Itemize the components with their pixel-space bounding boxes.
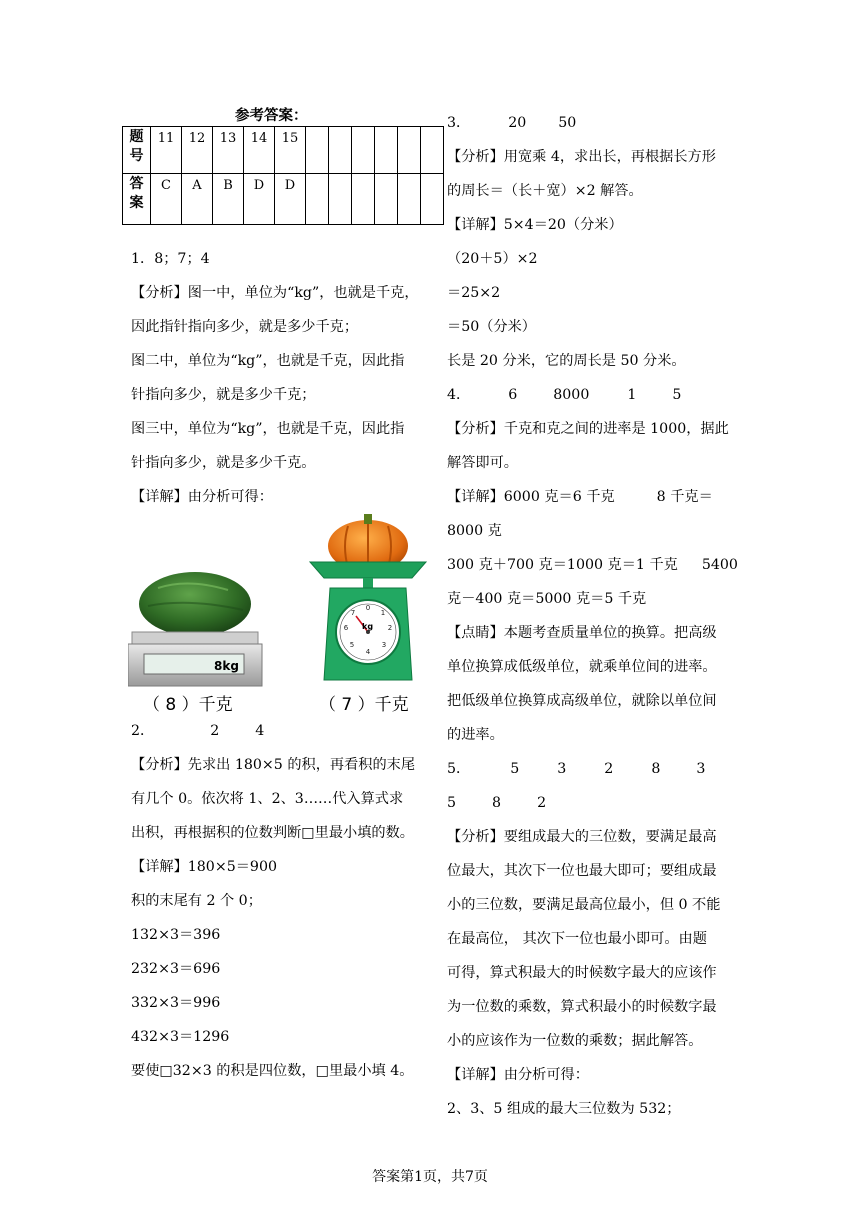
q1-analysis-line: 图三中，单位为“kg”，也就是千克，因此指 <box>131 421 405 437</box>
q4-detail-part: 【详解】6000 克＝6 千克 <box>447 489 615 505</box>
q3-detail-line: ＝25×2 <box>447 285 501 301</box>
empty-cell <box>398 127 421 174</box>
q1-heading: 1．8；7；4 <box>131 251 210 267</box>
q1-detail-line: 【详解】由分析可得： <box>131 489 273 505</box>
q4-detail-part: 8 千克＝ <box>656 489 713 505</box>
empty-cell <box>398 174 421 225</box>
answer-cell: B <box>213 174 244 225</box>
q2-detail-line: 332×3＝996 <box>131 995 221 1011</box>
q3-analysis-line: 【分析】用宽乘 4，求出长，再根据长方形 <box>447 149 716 165</box>
q2-heading <box>131 721 264 741</box>
q4-number: 4． <box>447 387 471 403</box>
q4-detail-line: 8000 克 <box>447 523 502 539</box>
q3-number: 3． <box>447 115 471 131</box>
watermelon-scale-figure <box>128 568 263 688</box>
q2-detail-line: 要使□32×3 的积是四位数，□里最小填 4。 <box>131 1063 414 1079</box>
q4-analysis-line: 【分析】千克和克之间的进率是 1000，据此 <box>447 421 729 437</box>
q5-value: 5 <box>510 761 520 777</box>
q5-detail-line: 2、3、5 组成的最大三位数为 532； <box>447 1101 681 1117</box>
answer-cell: A <box>182 174 213 225</box>
svg-text:4: 4 <box>365 648 371 656</box>
empty-cell <box>306 174 329 225</box>
svg-text:5: 5 <box>349 641 355 649</box>
q5-analysis-line: 在最高位， 其次下一位也最小即可。由题 <box>447 931 707 947</box>
q5-value: 8 <box>492 795 502 811</box>
q5-heading-row2 <box>447 793 546 813</box>
q2-analysis-line: 【分析】先求出 180×5 的积，再看积的末尾 <box>131 757 416 773</box>
empty-cell <box>352 174 375 225</box>
q3-detail-line: ＝50（分米） <box>447 319 536 335</box>
q4-value: 6 <box>508 387 518 403</box>
svg-text:2: 2 <box>387 624 393 632</box>
q5-value: 5 <box>447 795 457 811</box>
q2-value: 2 <box>210 723 220 739</box>
q4-detail-line: 克－400 克＝5000 克＝5 千克 <box>447 591 647 607</box>
q5-detail-line: 【详解】由分析可得： <box>447 1067 589 1083</box>
q2-analysis-line: 出积，再根据积的位数判断□里最小填的数。 <box>131 825 414 841</box>
q4-note-line: 【点睛】本题考查质量单位的换算。把高级 <box>447 625 717 641</box>
header-char: 答 <box>129 176 144 192</box>
q4-value: 1 <box>627 387 637 403</box>
q5-heading <box>447 759 705 779</box>
q3-value: 20 <box>508 115 527 131</box>
answer-cell: C <box>151 174 182 225</box>
answer-table <box>122 126 444 225</box>
dial-unit-text: kg <box>362 622 374 631</box>
q-number: 12 <box>182 127 213 174</box>
q5-analysis-line: 为一位数的乘数，算式积最小的时候数字最 <box>447 999 717 1015</box>
q1-analysis-line: 针指向多少，就是多少千克； <box>131 387 316 403</box>
q2-detail-line: 132×3＝396 <box>131 927 221 943</box>
q5-value: 8 <box>651 761 661 777</box>
q3-detail-line: （20＋5）×2 <box>447 251 538 267</box>
q5-number: 5． <box>447 761 471 777</box>
q2-detail-line: 232×3＝696 <box>131 961 221 977</box>
q1-analysis-line: 图二中，单位为“kg”，也就是千克，因此指 <box>131 353 405 369</box>
pumpkin-scale-figure <box>308 512 428 682</box>
q4-heading <box>447 385 681 405</box>
q4-detail-part: 5400 <box>701 557 738 573</box>
svg-text:3: 3 <box>381 641 387 649</box>
q1-analysis-line: 因此指针指向多少，就是多少千克； <box>131 319 359 335</box>
q5-analysis-line: 位最大，其次下一位也最大即可；要组成最 <box>447 863 717 879</box>
q4-detail-line <box>447 487 713 507</box>
empty-cell <box>352 127 375 174</box>
q1-analysis-line: 【分析】图一中，单位为“kg”，也就是千克， <box>131 285 419 301</box>
q2-detail-line: 积的末尾有 2 个 0； <box>131 893 262 909</box>
svg-text:0: 0 <box>365 604 371 612</box>
figure2-label: （ 7 ）千克 <box>319 695 409 715</box>
q4-detail-part: 300 克＋700 克＝1000 克＝1 千克 <box>447 557 678 573</box>
answer-cell: D <box>244 174 275 225</box>
q1-analysis-line: 针指向多少，就是多少千克。 <box>131 455 316 471</box>
scale-display-text: 8kg <box>214 659 239 673</box>
q4-note-line: 把低级单位换算成高级单位，就除以单位间 <box>447 693 717 709</box>
q5-analysis-line: 小的三位数，要满足最高位最小，但 0 不能 <box>447 897 721 913</box>
q4-detail-line <box>447 555 738 575</box>
row-header-answer <box>123 174 151 225</box>
q2-analysis-line: 有几个 0。依次将 1、2、3……代入算式求 <box>131 791 404 807</box>
q4-note-line: 单位换算成低级单位，就乘单位间的进率。 <box>447 659 717 675</box>
q4-note-line: 的进率。 <box>447 727 504 743</box>
empty-cell <box>306 127 329 174</box>
answer-table-title: 参考答案： <box>235 107 308 124</box>
q-number: 13 <box>213 127 244 174</box>
q2-value: 4 <box>255 723 265 739</box>
header-char: 案 <box>129 195 144 211</box>
q3-detail-line: 长是 20 分米，它的周长是 50 分米。 <box>447 353 686 369</box>
svg-text:1: 1 <box>380 609 386 617</box>
row-header-question <box>123 127 151 174</box>
header-char: 号 <box>129 148 144 164</box>
q-number: 11 <box>151 127 182 174</box>
q2-detail-line: 432×3＝1296 <box>131 1029 230 1045</box>
q3-analysis-line: 的周长＝（长＋宽）×2 解答。 <box>447 183 643 199</box>
q3-detail-line: 【详解】5×4＝20（分米） <box>447 217 623 233</box>
q5-value: 3 <box>557 761 567 777</box>
empty-cell <box>375 127 398 174</box>
answer-cell: D <box>275 174 306 225</box>
svg-text:7: 7 <box>350 609 356 617</box>
page-footer: 答案第1页，共7页 <box>372 1169 488 1185</box>
q4-analysis-line: 解答即可。 <box>447 455 518 471</box>
q5-value: 3 <box>696 761 706 777</box>
q5-analysis-line: 小的应该作为一位数的乘数；据此解答。 <box>447 1033 703 1049</box>
q3-value: 50 <box>558 115 577 131</box>
figure1-label: （ 8 ）千克 <box>143 695 233 715</box>
empty-cell <box>329 127 352 174</box>
q5-analysis-line: 可得，算式积最大的时候数字最大的应该作 <box>447 965 717 981</box>
empty-cell <box>375 174 398 225</box>
q5-value: 2 <box>604 761 614 777</box>
svg-text:6: 6 <box>343 624 349 632</box>
empty-cell <box>421 127 444 174</box>
header-char: 题 <box>129 129 144 145</box>
q5-analysis-line: 【分析】要组成最大的三位数，要满足最高 <box>447 829 717 845</box>
q-number: 14 <box>244 127 275 174</box>
q4-value: 8000 <box>553 387 590 403</box>
q5-value: 2 <box>537 795 547 811</box>
empty-cell <box>329 174 352 225</box>
q-number: 15 <box>275 127 306 174</box>
empty-cell <box>421 174 444 225</box>
q2-number: 2． <box>131 723 155 739</box>
q3-heading <box>447 113 576 133</box>
q2-detail-line: 【详解】180×5＝900 <box>131 859 278 875</box>
q4-value: 5 <box>672 387 682 403</box>
